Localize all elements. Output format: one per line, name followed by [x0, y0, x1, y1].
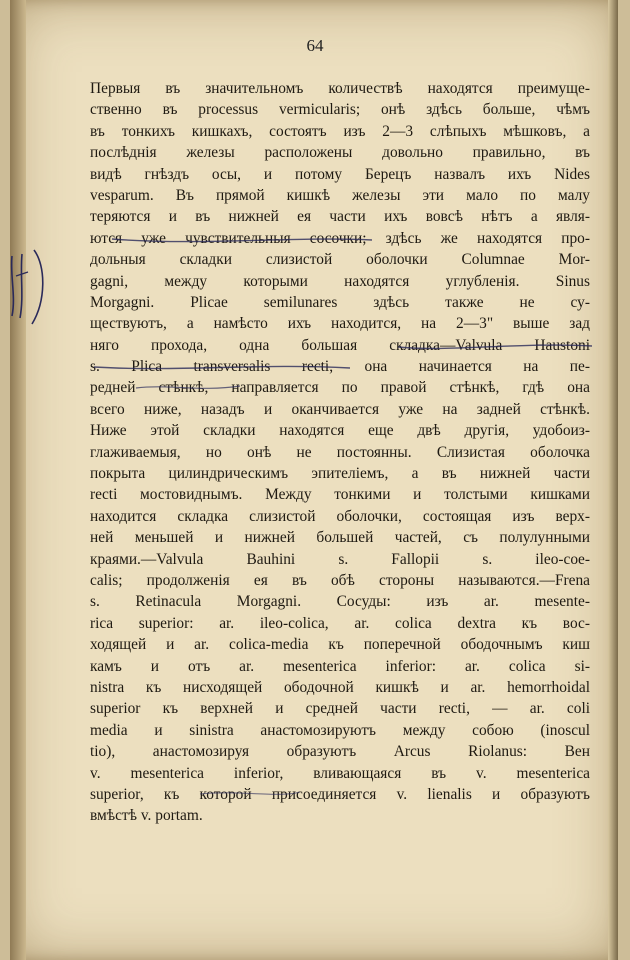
page-number: 64	[306, 36, 324, 55]
text-line: calis; продолженія ея въ обѣ стороны называются.—Frena	[90, 571, 590, 589]
text-line: recti мостовиднымъ. Между тонкими и толстыми кишками	[90, 486, 590, 504]
page-spine-shadow	[10, 0, 26, 960]
text-line: Morgagni. Plicae semilunares здѣсь также не су-	[90, 293, 590, 311]
text-line: ственно въ processus vermicularis; онѣ здѣсь больше, чѣмъ	[90, 101, 590, 119]
text-line: краями.—Valvula Bauhini s. Fallopii s. ileo-coe-	[90, 550, 590, 568]
handwritten-margin-note-icon	[6, 246, 52, 326]
text-line: покрыта цилиндрическимъ эпителіемъ, а въ нижней части	[90, 465, 590, 483]
text-line: nistra къ нисходящей ободочной кишкѣ и ar. hemorrhoidal	[90, 678, 590, 696]
text-line: находится складка слизистой оболочки, состоящая изъ верх-	[90, 507, 590, 525]
text-line: Ниже этой складки находятся еще двѣ другія, удобоиз-	[90, 422, 590, 440]
text-line: ходящей и ar. colica-media къ поперечной ободочнымъ киш	[90, 636, 590, 654]
text-line: дольныя складки слизистой оболочки Columnae Mor-	[90, 251, 590, 269]
text-line: tio), анастомозируя образуютъ Arcus Riolanus: Вен	[90, 743, 590, 761]
text-line: няго прохода, одна большая складка—Valvula Haustoni	[90, 336, 590, 354]
text-line: послѣднія железы расположены довольно правильно, въ	[90, 144, 590, 162]
text-line: въ тонкихъ кишкахъ, состоятъ изъ 2—3 слѣпыхъ мѣшковъ, а	[90, 122, 590, 140]
text-line: всего ниже, назадъ и оканчивается уже на задней стѣнкѣ.	[90, 400, 590, 418]
text-line: глаживаемыя, но онѣ не постоянны. Слизистая оболочка	[90, 443, 590, 461]
text-line: media и sinistra анастомозируютъ между собою (inoscul	[90, 721, 590, 739]
text-line: gagni, между которыми находятся углубленія. Sinus	[90, 272, 590, 290]
text-line: superior, къ которой присоединяется v. lienalis и образуютъ	[90, 785, 590, 803]
text-line: Первыя въ значительномъ количествѣ находятся преимуще-	[90, 80, 590, 97]
text-line: видѣ гнѣздъ осы, и потому Берецъ назвалъ ихъ Nides	[90, 165, 590, 183]
text-line: ществуютъ, а намѣсто ихъ находится, на 2—3" выше зад	[90, 315, 590, 333]
text-line: rica superior: ar. ileo-colica, ar. colica dextra къ вос-	[90, 614, 590, 632]
text-line: редней стѣнкѣ, направляется по правой стѣнкѣ, гдѣ она	[90, 379, 590, 397]
text-line: s. Retinacula Morgagni. Сосуды: изъ ar. mesente-	[90, 593, 590, 611]
text-line: ются уже чувствительныя сосочки; здѣсь же находятся про-	[90, 229, 590, 247]
text-line: vesparum. Въ прямой кишкѣ железы эти мало по малу	[90, 186, 590, 204]
text-line: v. mesenterica inferior, вливающаяся въ v. mesenterica	[90, 764, 590, 782]
text-line: s. Plica transversalis recti, она начинается на пе-	[90, 358, 590, 376]
text-line: камъ и отъ ar. mesenterica inferior: ar. colica si-	[90, 657, 590, 675]
text-line: ней меньшей и нижней большей частей, съ полулунными	[90, 529, 590, 547]
text-line: superior къ верхней и средней части recti, — ar. coli	[90, 700, 590, 718]
text-line: вмѣстѣ v. portam.	[90, 807, 203, 825]
body-text	[90, 78, 590, 827]
text-line: теряются и въ нижней ея части ихъ вовсѣ нѣтъ а явля-	[90, 208, 590, 226]
page-edge-shadow	[608, 0, 618, 960]
